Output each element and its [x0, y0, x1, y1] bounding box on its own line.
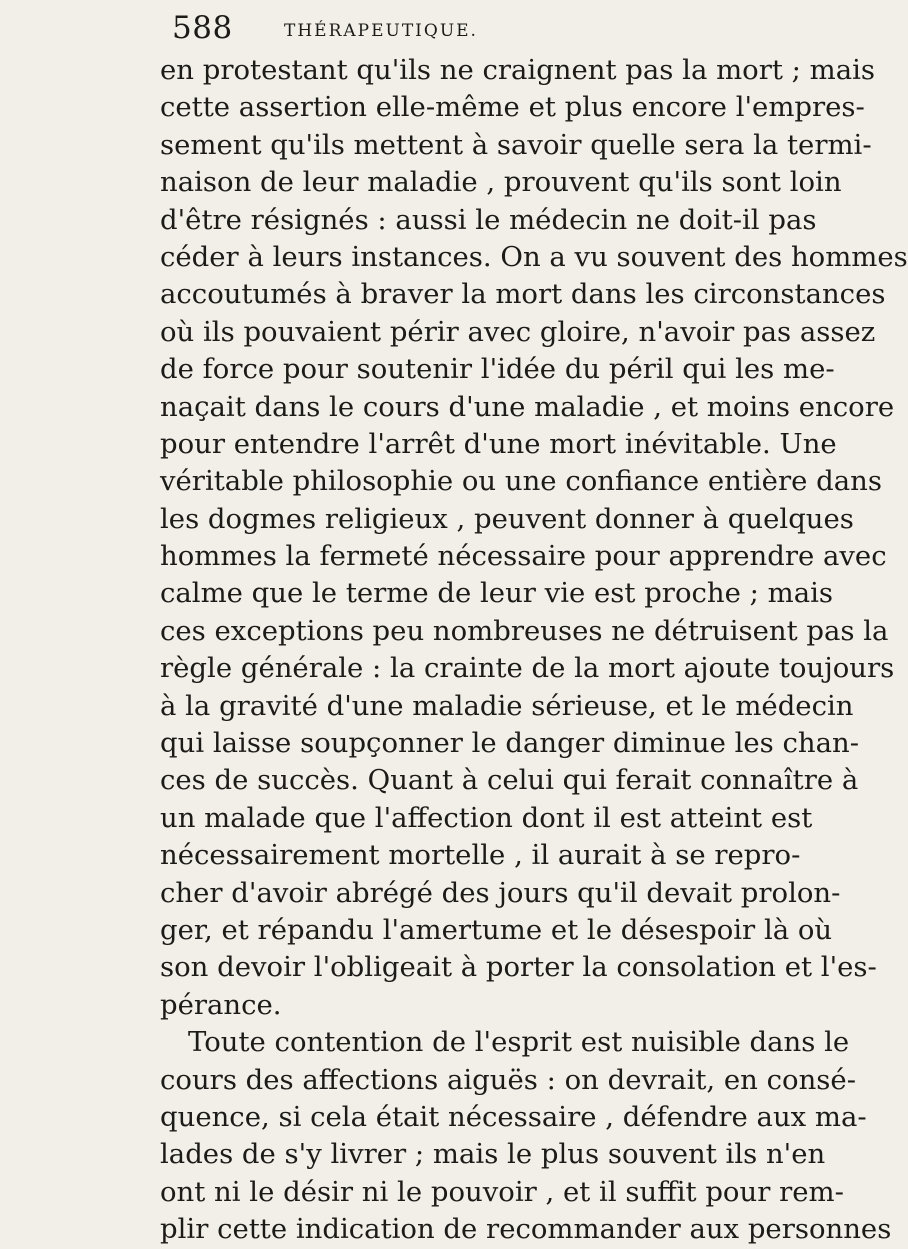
text-line: un malade que l'affection dont il est atteint est [160, 801, 813, 834]
running-head [172, 12, 672, 44]
text-line: sement qu'ils mettent à savoir quelle sera la termi- [160, 128, 872, 161]
text-line: naçait dans le cours d'une maladie , et moins encore [160, 390, 895, 423]
text-line: ces de succès. Quant à celui qui ferait connaître à [160, 764, 859, 797]
text-line: où ils pouvaient périr avec gloire, n'avoir pas assez [160, 315, 876, 348]
text-line: plir cette indication de recommander aux personnes [160, 1213, 892, 1246]
text-line: pour entendre l'arrêt d'une mort inévitable. Une [160, 427, 837, 460]
text-line: cours des affections aiguës : on devrait, en consé- [160, 1063, 856, 1096]
running-title: THÉRAPEUTIQUE. [284, 21, 478, 41]
text-line: d'être résignés : aussi le médecin ne doit-il pas [160, 203, 817, 236]
text-line: quence, si cela était nécessaire , défendre aux ma- [160, 1100, 867, 1133]
text-line: ont ni le désir ni le pouvoir , et il suffit pour rem- [160, 1175, 844, 1208]
text-line: Toute contention de l'esprit est nuisible dans le [188, 1026, 850, 1059]
text-line: pérance. [160, 988, 282, 1021]
text-line: accoutumés à braver la mort dans les circonstances [160, 278, 886, 311]
body-text [160, 52, 908, 1249]
text-line: cette assertion elle-même et plus encore l'empres- [160, 91, 865, 124]
page-number: 588 [172, 10, 233, 46]
text-line: calme que le terme de leur vie est proche ; mais [160, 577, 834, 610]
text-line: véritable philosophie ou une confiance entière dans [160, 465, 882, 498]
text-line: qui laisse soupçonner le danger diminue les chan- [160, 727, 860, 760]
text-line: son devoir l'obligeait à porter la consolation et l'es- [160, 951, 877, 984]
text-line: les dogmes religieux , peuvent donner à quelques [160, 502, 854, 535]
text-line: ger, et répandu l'amertume et le désespoir là où [160, 913, 833, 946]
text-line: cher d'avoir abrégé des jours qu'il devait prolon- [160, 876, 841, 909]
text-line: en protestant qu'ils ne craignent pas la mort ; mais [160, 54, 876, 86]
text-line: nécessairement mortelle , il aurait à se repro- [160, 839, 801, 872]
text-line: à la gravité d'une maladie sérieuse, et le médecin [160, 689, 854, 722]
text-line: de force pour soutenir l'idée du péril qui les me- [160, 353, 835, 386]
text-line: hommes la fermeté nécessaire pour apprendre avec [160, 540, 887, 573]
text-line: céder à leurs instances. On a vu souvent des hommes [160, 240, 908, 273]
text-line: ces exceptions peu nombreuses ne détruisent pas la [160, 614, 889, 647]
text-line: règle générale : la crainte de la mort ajoute toujours [160, 652, 895, 685]
text-line: lades de s'y livrer ; mais le plus souvent ils n'en [160, 1138, 826, 1171]
text-line: naison de leur maladie , prouvent qu'ils sont loin [160, 166, 842, 199]
